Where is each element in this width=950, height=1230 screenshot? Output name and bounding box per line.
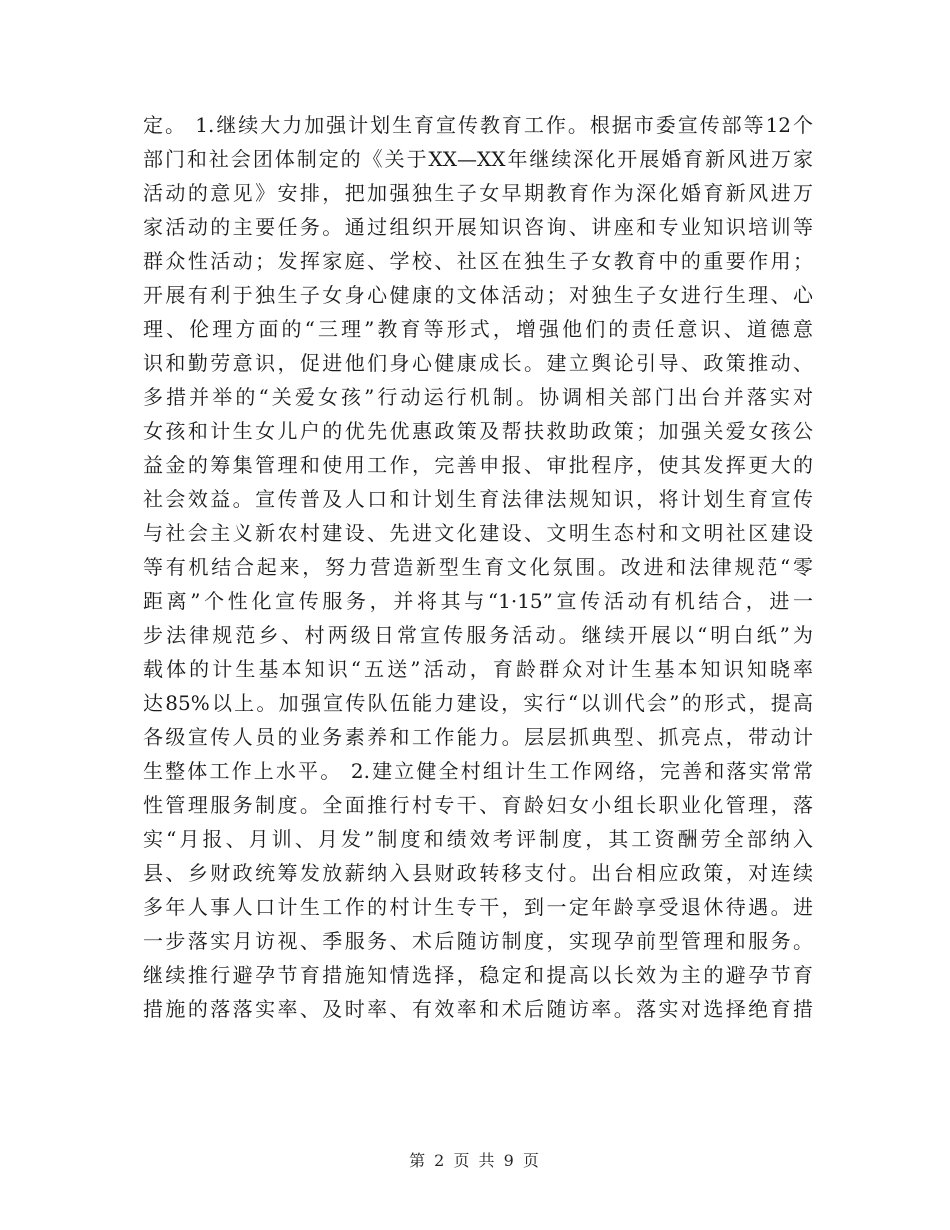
text-line: 部门和社会团体制定的《关于XX—XX年继续深化开展婚育新风进万家 — [143, 147, 813, 171]
text-line: 一步落实月访视、季服务、术后随访制度，实现孕前型管理和服务。 — [143, 929, 813, 953]
text-line: 距离”个性化宣传服务，并将其与“1·15”宣传活动有机结合，进一 — [143, 589, 813, 613]
text-line: 社会效益。宣传普及人口和计划生育法律法规知识，将计划生育宣传 — [143, 487, 813, 511]
text-line: 与社会主义新农村建设、先进文化建设、文明生态村和文明社区建设 — [143, 521, 813, 545]
text-line: 识和勤劳意识，促进他们身心健康成长。建立舆论引导、政策推动、 — [143, 351, 813, 375]
page-footer: 第 2 页 共 9 页 — [409, 1151, 541, 1170]
text-line: 县、乡财政统筹发放薪纳入县财政转移支付。出台相应政策，对连续 — [143, 861, 813, 885]
text-line: 继续推行避孕节育措施知情选择，稳定和提高以长效为主的避孕节育 — [143, 963, 813, 987]
text-line: 开展有利于独生子女身心健康的文体活动；对独生子女进行生理、心 — [143, 283, 813, 307]
text-line: 活动的意见》安排，把加强独生子女早期教育作为深化婚育新风进万 — [143, 181, 813, 205]
text-line: 多年人事人口计生工作的村计生专干，到一定年龄享受退休待遇。进 — [143, 895, 813, 919]
text-line: 家活动的主要任务。通过组织开展知识咨询、讲座和专业知识培训等 — [143, 215, 813, 239]
text-line: 性管理服务制度。全面推行村专干、育龄妇女小组长职业化管理，落 — [143, 793, 813, 817]
text-line: 群众性活动；发挥家庭、学校、社区在独生子女教育中的重要作用； — [143, 249, 813, 273]
text-line: 实“月报、月训、月发”制度和绩效考评制度，其工资酬劳全部纳入 — [143, 827, 813, 851]
text-line: 达85%以上。加强宣传队伍能力建设，实行“以训代会”的形式，提高 — [143, 691, 813, 715]
text-line: 等有机结合起来，努力营造新型生育文化氛围。改进和法律规范“零 — [143, 555, 813, 579]
text-line: 生整体工作上水平。 2.建立健全村组计生工作网络，完善和落实常常 — [143, 759, 813, 783]
text-line: 步法律规范乡、村两级日常宣传服务活动。继续开展以“明白纸”为 — [143, 623, 813, 647]
text-line: 女孩和计生女儿户的优先优惠政策及帮扶救助政策；加强关爱女孩公 — [143, 419, 813, 443]
text-line: 各级宣传人员的业务素养和工作能力。层层抓典型、抓亮点，带动计 — [143, 725, 813, 749]
text-line: 定。 1.继续大力加强计划生育宣传教育工作。根据市委宣传部等12个 — [143, 113, 813, 137]
text-line: 措施的落落实率、及时率、有效率和术后随访率。落实对选择绝育措 — [143, 997, 813, 1021]
text-line: 载体的计生基本知识“五送”活动，育龄群众对计生基本知识知晓率 — [143, 657, 813, 681]
body-text — [143, 108, 813, 1026]
text-line: 理、伦理方面的“三理”教育等形式，增强他们的责任意识、道德意 — [143, 317, 813, 341]
text-line: 多措并举的“关爱女孩”行动运行机制。协调相关部门出台并落实对 — [143, 385, 813, 409]
text-line: 益金的筹集管理和使用工作，完善申报、审批程序，使其发挥更大的 — [143, 453, 813, 477]
